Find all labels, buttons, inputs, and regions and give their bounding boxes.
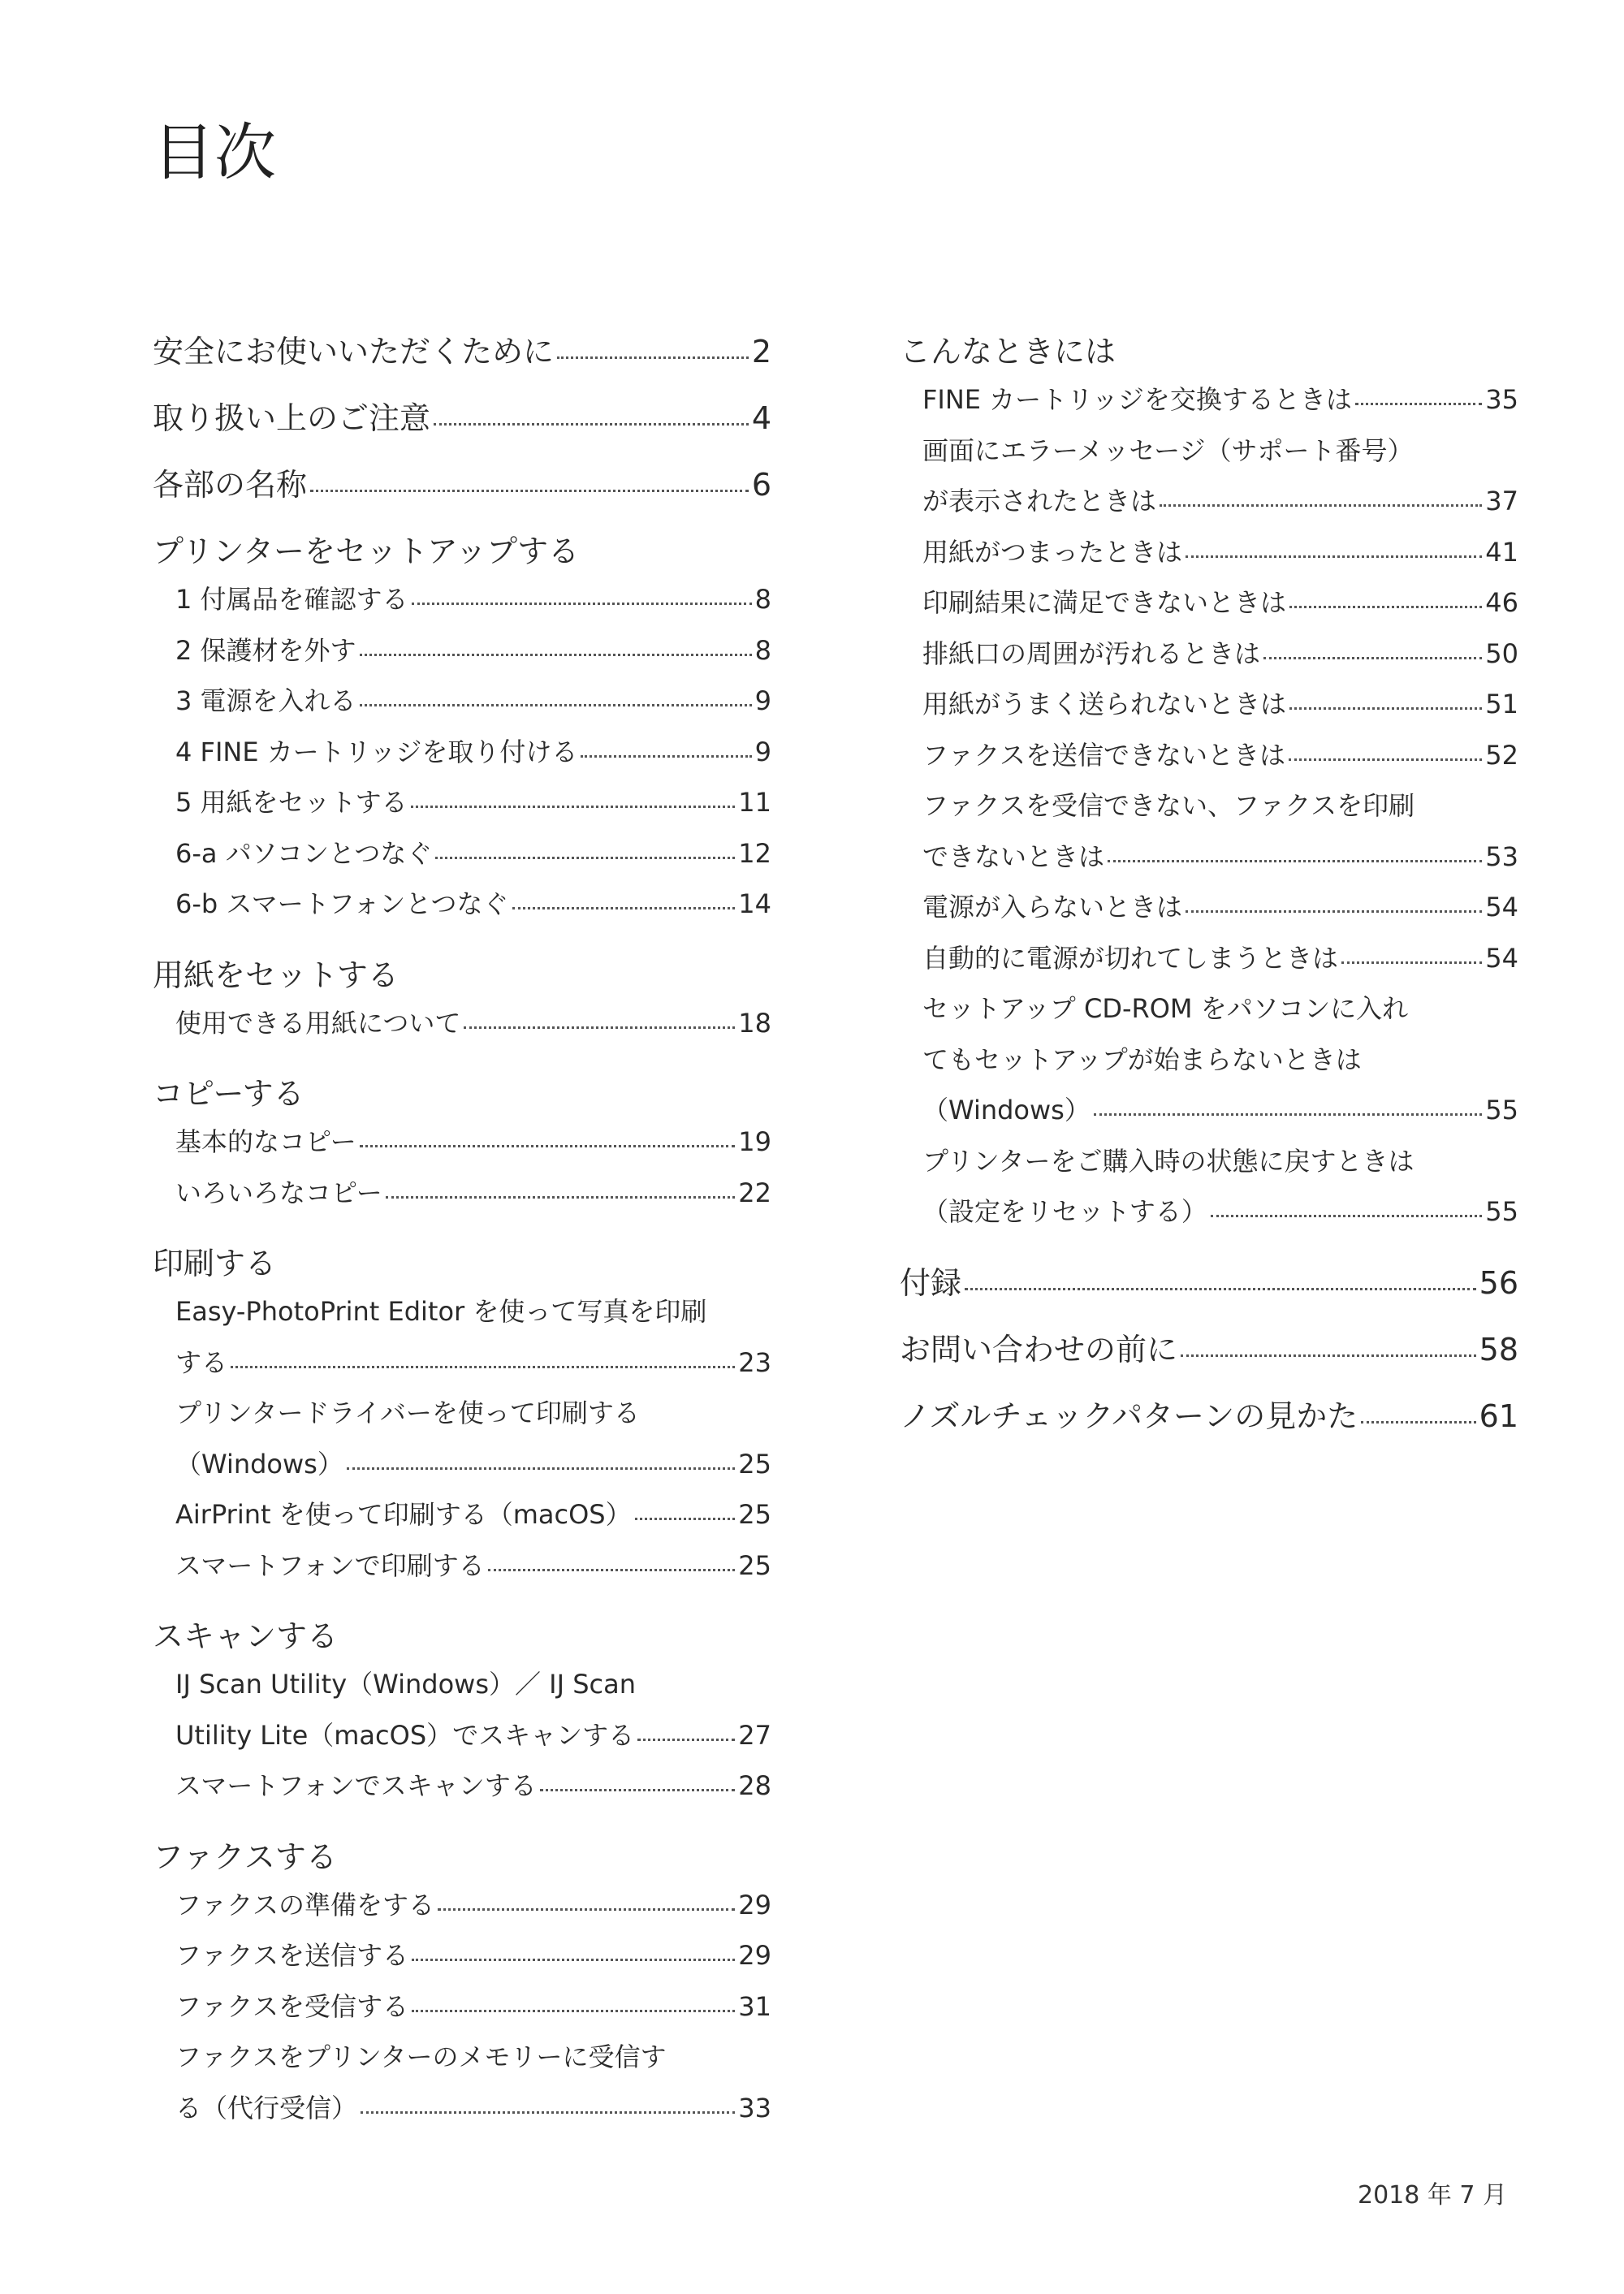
toc-entry-label: ファクスを受信する [175, 1990, 409, 2022]
toc-entry-label: 3 電源を入れる [175, 685, 356, 716]
leader-dots [386, 1196, 736, 1199]
toc-page-number: 25 [738, 1499, 771, 1530]
leader-dots [1211, 1215, 1483, 1217]
leader-dots [435, 857, 735, 859]
toc-entry-label: ファクスを送信できないときは [922, 739, 1286, 771]
toc-entry[interactable] [900, 476, 1518, 527]
leader-dots [360, 1145, 736, 1147]
section-heading-label: ファクスする [153, 1838, 337, 1875]
toc-entry[interactable] [153, 1930, 771, 1981]
toc-entry[interactable] [153, 828, 771, 879]
toc-entry-label: 4 FINE カートリッジを取り付ける [175, 736, 578, 767]
toc-entry-handling[interactable] [153, 395, 771, 441]
toc-page-number: 41 [1485, 536, 1518, 568]
toc-entry-label: AirPrint を使って印刷する（macOS） [175, 1499, 632, 1530]
toc-entry-label: プリンターをご購入時の状態に戻すときは [922, 1145, 1415, 1177]
leader-dots [412, 603, 752, 605]
toc-page-number: 12 [738, 837, 771, 869]
toc-entry-label: 6-a パソコンとつなぐ [175, 837, 433, 869]
leader-dots [635, 1518, 736, 1520]
toc-page-number: 4 [751, 400, 771, 436]
toc-page-number: 27 [738, 1719, 771, 1751]
leader-dots [1181, 1354, 1476, 1357]
toc-entry-nozzle-check[interactable] [900, 1393, 1518, 1439]
toc-entry[interactable] [900, 374, 1518, 426]
leader-dots [1160, 504, 1482, 507]
toc-entry-appendix[interactable] [900, 1260, 1518, 1306]
toc-page-number: 37 [1485, 486, 1518, 516]
toc-entry-label: FINE カートリッジを交換するときは [922, 384, 1352, 415]
leader-dots [412, 1959, 735, 1961]
toc-entry-line[interactable] [153, 2032, 771, 2083]
toc-entry-label: る（代行受信） [175, 2092, 358, 2123]
toc-entry-label: Easy-PhotoPrint Editor を使って写真を印刷 [175, 1296, 707, 1327]
section-heading-scan [153, 1614, 771, 1659]
toc-page-number: 54 [1485, 942, 1518, 974]
page-title: 目次 [153, 116, 276, 188]
toc-entry-label: 付録 [900, 1264, 962, 1301]
leader-dots [360, 654, 752, 656]
section-heading-label: 印刷する [153, 1246, 277, 1281]
leader-dots [438, 1908, 735, 1911]
toc-page-number: 19 [738, 1126, 771, 1157]
section-heading-label: プリンターをセットアップする [153, 534, 580, 569]
toc-entry-label: 安全にお使いいただくために [153, 334, 555, 369]
toc-page-number: 58 [1479, 1331, 1518, 1367]
toc-entry-label: スマートフォンでスキャンする [175, 1770, 537, 1801]
toc-entry-label: する [175, 1346, 228, 1378]
leader-dots [1186, 910, 1482, 913]
toc-entry-line[interactable] [900, 1136, 1518, 1187]
toc-entry[interactable] [153, 727, 771, 778]
toc-page-number: 33 [738, 2092, 771, 2123]
toc-entry[interactable] [900, 730, 1518, 781]
toc-entry[interactable] [153, 574, 771, 625]
toc-entry-label: セットアップ CD-ROM をパソコンに入れ [922, 993, 1409, 1024]
toc-page-number: 23 [738, 1346, 771, 1378]
toc-page-number: 56 [1479, 1264, 1518, 1301]
toc-page-number: 28 [738, 1770, 771, 1801]
toc-entry-label: IJ Scan Utility（Windows）／ IJ Scan [175, 1669, 637, 1700]
toc-page-number: 9 [754, 685, 771, 716]
toc-entry[interactable] [153, 625, 771, 676]
toc-entry-label: スマートフォンで印刷する [175, 1549, 485, 1581]
toc-entry-label: ファクスを送信する [175, 1940, 409, 1971]
toc-page-number: 29 [738, 1889, 771, 1920]
leader-dots [965, 1288, 1476, 1290]
toc-page-number: 29 [738, 1940, 771, 1971]
leader-dots [464, 1026, 735, 1029]
toc-entry[interactable] [153, 1337, 771, 1389]
section-heading-trouble [900, 329, 1518, 374]
toc-entry[interactable] [153, 998, 771, 1049]
leader-dots [540, 1789, 735, 1791]
leader-dots [557, 356, 749, 359]
toc-entry[interactable] [900, 1085, 1518, 1136]
toc-entry-label: 排紙口の周囲が汚れるときは [922, 637, 1261, 669]
toc-entry-label: できないときは [922, 840, 1105, 872]
toc-entry[interactable] [900, 679, 1518, 730]
toc-page-number: 25 [738, 1549, 771, 1581]
toc-entry[interactable] [153, 1540, 771, 1592]
toc-entry-label: （Windows） [175, 1448, 343, 1480]
toc-page-number: 31 [738, 1990, 771, 2022]
toc-entry[interactable] [153, 1489, 771, 1540]
toc-entry[interactable] [900, 629, 1518, 680]
toc-entry-line[interactable] [900, 426, 1518, 477]
toc-entry[interactable] [153, 676, 771, 727]
toc-right-column [900, 329, 1518, 1439]
toc-entry-label: 画面にエラーメッセージ（サポート番号） [922, 434, 1414, 466]
leader-dots [361, 2111, 735, 2114]
toc-entry[interactable] [153, 1117, 771, 1168]
toc-entry[interactable] [900, 882, 1518, 933]
toc-page-number: 14 [738, 888, 771, 919]
toc-page-number: 22 [738, 1177, 771, 1208]
toc-entry[interactable] [153, 1760, 771, 1812]
toc-entry[interactable] [153, 1981, 771, 2033]
toc-entry-label: 用紙がうまく送られないときは [922, 689, 1287, 719]
leader-dots [347, 1467, 735, 1470]
toc-page-number: 61 [1479, 1398, 1518, 1434]
toc-entry-label: いろいろなコピー [175, 1177, 382, 1208]
toc-page-number: 54 [1485, 892, 1518, 922]
leader-dots [581, 755, 751, 758]
toc-entry[interactable] [900, 832, 1518, 883]
leader-dots [411, 806, 736, 808]
toc-entry-label: ファクスを受信できない、ファクスを印刷 [922, 790, 1415, 821]
toc-entry-label: 5 用紙をセットする [175, 787, 408, 818]
toc-entry-label: 取り扱い上のご注意 [153, 400, 431, 436]
toc-entry-line[interactable] [900, 1035, 1518, 1086]
toc-page-number: 18 [738, 1007, 771, 1039]
toc-entry-label: 2 保護材を外す [175, 634, 356, 666]
toc-entry-label: 6-b スマートフォンとつなぐ [175, 888, 509, 919]
toc-page-number: 51 [1485, 689, 1518, 719]
toc-entry-line[interactable] [153, 1286, 771, 1337]
toc-entry-label: 1 付属品を確認する [175, 584, 408, 615]
leader-dots [1355, 403, 1482, 405]
toc-page-number: 35 [1485, 384, 1518, 415]
leader-dots [360, 704, 752, 706]
toc-entry[interactable] [900, 1186, 1518, 1238]
toc-entry-line[interactable] [900, 983, 1518, 1035]
toc-page-number: 52 [1485, 739, 1518, 771]
toc-page-number: 2 [751, 334, 771, 369]
toc-page-number: 8 [754, 634, 771, 666]
toc-entry-line[interactable] [900, 780, 1518, 832]
publication-date: 2018 年 7 月 [1358, 2181, 1508, 2210]
toc-entry-parts[interactable] [153, 462, 771, 508]
toc-entry-label: Utility Lite（macOS）でスキャンする [175, 1719, 635, 1751]
leader-dots [1108, 860, 1482, 862]
leader-dots [1341, 961, 1482, 964]
toc-entry-label: ファクスの準備をする [175, 1889, 435, 1920]
toc-entry[interactable] [153, 2083, 771, 2134]
leader-dots [231, 1366, 735, 1368]
toc-page-number: 46 [1485, 587, 1518, 618]
leader-dots [1289, 606, 1482, 608]
leader-dots [512, 907, 736, 909]
toc-page-number: 8 [754, 584, 771, 615]
toc-entry-label: 基本的なコピー [175, 1126, 356, 1157]
leader-dots [1361, 1421, 1475, 1423]
toc-entry[interactable] [153, 1439, 771, 1490]
section-heading-label: コピーする [153, 1076, 304, 1112]
toc-entry-label: てもセットアップが始まらないときは [922, 1043, 1362, 1075]
section-heading-label: スキャンする [153, 1618, 339, 1654]
leader-dots [637, 1739, 735, 1741]
toc-entry-label: が表示されたときは [922, 486, 1157, 516]
toc-entry-label: ノズルチェックパターンの見かた [900, 1398, 1358, 1434]
toc-entry-label: プリンタードライバーを使って印刷する [175, 1398, 640, 1428]
toc-page-number: 6 [751, 467, 771, 503]
section-heading-label: 用紙をセットする [153, 957, 399, 993]
section-heading-setup [153, 529, 771, 574]
toc-entry[interactable] [153, 1880, 771, 1931]
leader-dots [1094, 1113, 1482, 1116]
toc-entry-label: お問い合わせの前に [900, 1331, 1178, 1367]
toc-entry-label: 使用できる用紙について [175, 1007, 461, 1039]
toc-left-column [153, 329, 771, 2133]
toc-entry[interactable] [900, 933, 1518, 984]
toc-entry-label: 自動的に電源が切れてしまうときは [922, 942, 1339, 974]
toc-entry-label: （Windows） [922, 1095, 1091, 1125]
toc-page-number: 11 [738, 787, 771, 818]
section-heading-label: こんなときには [900, 334, 1116, 369]
section-heading-copy [153, 1071, 771, 1117]
toc-entry-label: 印刷結果に満足できないときは [922, 587, 1287, 618]
toc-page-number: 9 [754, 736, 771, 767]
toc-page-number: 50 [1485, 637, 1518, 669]
leader-dots [1289, 707, 1482, 710]
toc-entry[interactable] [153, 879, 771, 930]
leader-dots [1263, 657, 1482, 659]
leader-dots [1186, 555, 1482, 558]
leader-dots [412, 2010, 735, 2012]
toc-entry[interactable] [153, 777, 771, 828]
toc-entry-label: 各部の名称 [153, 467, 308, 503]
toc-page-number: 55 [1485, 1095, 1518, 1125]
toc-entry[interactable] [900, 577, 1518, 629]
toc-entry[interactable] [900, 527, 1518, 578]
toc-entry[interactable] [153, 1710, 771, 1761]
leader-dots [310, 490, 749, 492]
toc-entry-before-inquiry[interactable] [900, 1327, 1518, 1372]
toc-entry-label: 電源が入らないときは [922, 892, 1183, 922]
toc-entry-line[interactable] [153, 1659, 771, 1710]
leader-dots [488, 1569, 735, 1571]
toc-page-number: 25 [738, 1448, 771, 1480]
section-heading-print [153, 1241, 771, 1286]
leader-dots [434, 423, 749, 426]
toc-entry-safety[interactable] [153, 329, 771, 374]
section-heading-paper [153, 953, 771, 998]
toc-page-number: 53 [1485, 840, 1518, 872]
toc-page-number: 55 [1485, 1196, 1518, 1227]
toc-entry[interactable] [153, 1168, 771, 1219]
toc-entry-label: （設定をリセットする） [922, 1196, 1207, 1227]
toc-entry-label: 用紙がつまったときは [922, 536, 1183, 568]
section-heading-fax [153, 1834, 771, 1880]
toc-entry-label: ファクスをプリンターのメモリーに受信す [175, 2041, 667, 2072]
leader-dots [1289, 758, 1482, 761]
toc-entry-line[interactable] [153, 1388, 771, 1439]
